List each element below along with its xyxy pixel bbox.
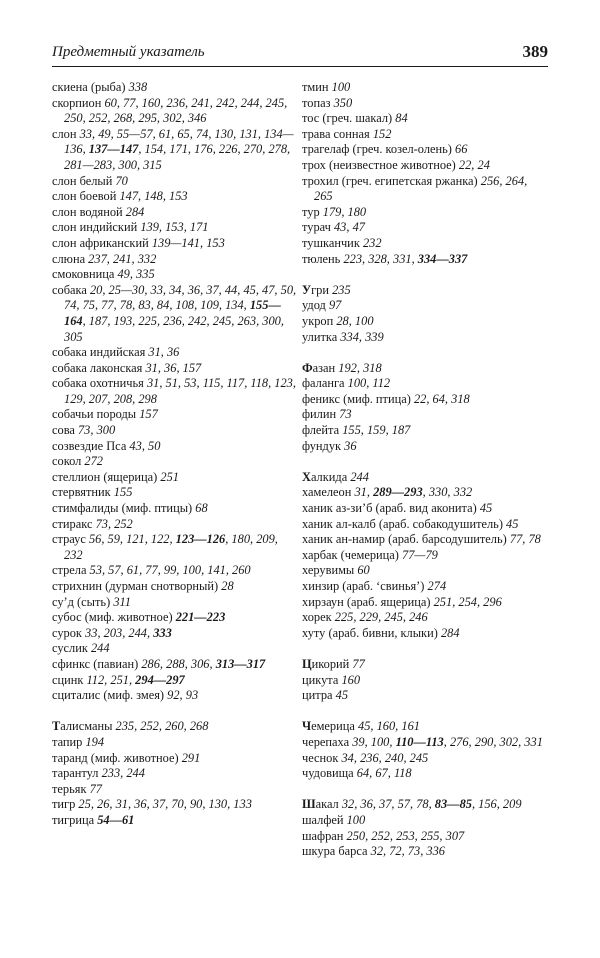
page-refs: 70 xyxy=(115,173,128,188)
index-term: тигрица xyxy=(52,812,98,827)
index-entry xyxy=(302,548,548,564)
header-rule xyxy=(52,66,548,67)
page-refs: 32, 36, 37, 57, 78, xyxy=(341,797,435,812)
index-term: трава сонная xyxy=(302,126,373,141)
index-term: хорек xyxy=(302,610,335,625)
page-refs: , 187, 193, 225, 236, 242, 245, 263, 300, 305 xyxy=(64,313,284,344)
page-refs: 53, 57, 61, 77, 99, 100, 141, 260 xyxy=(89,563,251,578)
index-entry xyxy=(52,267,298,283)
index-term: собака охотничья xyxy=(52,376,147,391)
index-entry xyxy=(302,392,548,408)
page-refs: 311 xyxy=(113,594,131,609)
index-entry xyxy=(52,252,298,268)
index-term: шалфей xyxy=(302,812,347,827)
index-term: слон белый xyxy=(52,173,116,188)
index-entry xyxy=(52,688,298,704)
index-entry xyxy=(302,376,548,392)
index-entry xyxy=(52,454,298,470)
page-ref-main: 221—223 xyxy=(175,610,226,625)
index-entry xyxy=(302,236,548,252)
page-refs: 160 xyxy=(341,672,361,687)
page-refs: 84 xyxy=(395,111,408,126)
index-term: турач xyxy=(302,220,334,235)
index-term: стрихнин (дурман снотворный) xyxy=(52,579,222,593)
page-refs: 250, 252, 253, 255, 307 xyxy=(346,828,465,843)
index-entry xyxy=(302,626,548,642)
page-refs: 49, 335 xyxy=(117,267,155,282)
page-refs: 31, xyxy=(354,485,374,500)
page-refs: 157 xyxy=(139,407,158,422)
page-refs: 237, 241, 332 xyxy=(88,251,157,266)
page-refs: 45 xyxy=(479,501,493,516)
page-ref-main: 110—113 xyxy=(395,734,444,749)
page-refs: 28 xyxy=(221,579,234,593)
index-term: хамелеон xyxy=(302,485,355,500)
index-entry xyxy=(52,439,298,455)
page-refs: 68 xyxy=(195,501,208,516)
index-entry xyxy=(302,423,548,439)
index-term: херувимы xyxy=(302,563,358,578)
page-refs: 233, 244 xyxy=(101,766,145,781)
index-entry xyxy=(52,283,298,345)
page-refs: 22, 64, 318 xyxy=(413,391,470,406)
index-entry xyxy=(302,532,548,548)
index-term: хинзир (араб. ‘свинья’) xyxy=(302,579,428,593)
index-term: акал xyxy=(315,797,342,812)
index-term: су’д (сыть) xyxy=(52,594,114,609)
page-refs: 92, 93 xyxy=(167,688,199,703)
index-entry xyxy=(302,174,548,205)
index-entry xyxy=(52,96,298,127)
page-refs: 235, 252, 260, 268 xyxy=(115,719,209,734)
section-initial: У xyxy=(302,282,312,297)
index-entry xyxy=(52,407,298,423)
index-entry xyxy=(52,673,298,689)
index-entry xyxy=(302,111,548,127)
index-term: созвездие Пса xyxy=(52,438,130,453)
index-term: хуту (араб. бивни, клыки) xyxy=(302,625,441,640)
index-term: таранд (миф. животное) xyxy=(52,750,182,765)
index-term: стиракс xyxy=(52,516,96,531)
index-term: емерица xyxy=(311,719,358,734)
index-entry xyxy=(52,719,298,735)
index-term: флейта xyxy=(302,423,343,438)
page-refs: 66 xyxy=(455,142,468,157)
index-term: собака индийская xyxy=(52,345,149,360)
index-term: тос (греч. шакал) xyxy=(302,111,396,126)
page-ref-main: 294—297 xyxy=(135,672,185,687)
index-entry xyxy=(302,563,548,579)
page-refs: 223, 328, 331, xyxy=(343,251,418,266)
index-entry xyxy=(52,470,298,486)
section-gap xyxy=(302,782,548,798)
index-term: слон боевой xyxy=(52,189,120,204)
page-refs: 77—79 xyxy=(402,547,438,562)
index-entry xyxy=(302,813,548,829)
index-term: тур xyxy=(302,204,323,219)
page-refs: 155, 159, 187 xyxy=(342,423,411,438)
index-term: сфинкс (павиан) xyxy=(52,656,142,671)
index-term: тмин xyxy=(302,80,332,94)
index-term: ханик ал-калб (араб. собакодушитель) xyxy=(302,516,507,531)
section-initial: Ш xyxy=(302,797,316,812)
running-title: Предметный указатель xyxy=(52,44,205,60)
index-term: стрела xyxy=(52,563,90,578)
index-entry xyxy=(302,298,548,314)
index-column-right xyxy=(302,80,548,860)
index-entry xyxy=(302,844,548,860)
index-term: тарантул xyxy=(52,766,102,781)
index-entry xyxy=(52,813,298,829)
index-term: сцинк xyxy=(52,672,87,687)
page-refs: 31, 51, 53, 115, 117, 118, 123, 129, 207, 208, 298 xyxy=(64,376,296,406)
page-refs: 60, 77, 160, 236, 241, 242, 244, 245, 250, 252, 268, 295, 302, 346 xyxy=(64,95,288,126)
page-refs: 33, 49, 55—57, 61, 65, 74, 130, 131, 134—136, xyxy=(64,126,294,157)
page-refs: , 276, 290, 302, 331 xyxy=(443,734,543,749)
page-refs: 284 xyxy=(125,204,145,219)
page-refs: 139—141, 153 xyxy=(151,235,225,250)
page-refs: 244 xyxy=(350,469,369,484)
index-column-left xyxy=(52,80,298,829)
index-term: шкура барса xyxy=(302,844,371,859)
index-entry xyxy=(52,127,298,174)
index-term: терьяк xyxy=(52,781,90,796)
page-refs: 45 xyxy=(506,516,519,531)
index-entry xyxy=(302,797,548,813)
index-entry xyxy=(302,142,548,158)
page-refs: 179, 180 xyxy=(322,204,367,219)
index-term: шафран xyxy=(302,828,347,843)
page-refs: 139, 153, 171 xyxy=(140,220,209,235)
index-term: азан xyxy=(312,360,339,375)
index-term: харбак (чемерица) xyxy=(302,547,403,562)
index-entry xyxy=(302,657,548,673)
page-refs: 251, 254, 296 xyxy=(433,594,502,609)
index-term: алкида xyxy=(310,469,351,484)
page-refs: 31, 36 xyxy=(148,345,180,360)
index-entry xyxy=(302,766,548,782)
section-gap xyxy=(302,267,548,283)
index-entry xyxy=(52,205,298,221)
page-refs: , 156, 209 xyxy=(471,797,522,812)
index-term: стеллион (ящерица) xyxy=(52,469,161,484)
index-term: чудовища xyxy=(302,766,357,781)
index-entry xyxy=(52,174,298,190)
page-refs: 286, 288, 306, xyxy=(141,656,216,671)
index-entry xyxy=(52,657,298,673)
index-term: стервятник xyxy=(52,485,114,500)
index-term: субос (миф. животное) xyxy=(52,610,176,625)
index-term: слон xyxy=(52,126,80,141)
index-entry xyxy=(302,407,548,423)
page-refs: 100 xyxy=(346,812,366,827)
index-entry xyxy=(52,376,298,407)
page-ref-main: 334—337 xyxy=(417,251,468,266)
page-refs: 194 xyxy=(85,734,105,749)
index-entry xyxy=(52,766,298,782)
index-entry xyxy=(302,80,548,96)
index-entry xyxy=(302,735,548,751)
page-refs: 274 xyxy=(427,579,447,593)
index-entry xyxy=(52,189,298,205)
index-term: ханик аз-зи’б (араб. вид аконита) xyxy=(302,501,480,516)
page-refs: 73, 252 xyxy=(95,516,133,531)
section-gap xyxy=(52,704,298,720)
page-ref-main: 155—164 xyxy=(64,298,281,328)
index-entry xyxy=(52,641,298,657)
index-term: сокол xyxy=(52,454,85,469)
page-refs: 45 xyxy=(335,688,349,703)
index-entry xyxy=(52,782,298,798)
index-entry xyxy=(52,236,298,252)
page-refs: 244 xyxy=(90,641,110,656)
index-entry xyxy=(302,719,548,735)
page-refs: , 154, 171, 176, 226, 270, 278, 281—283, 300, 315 xyxy=(64,142,291,172)
index-term: тушканчик xyxy=(302,235,363,250)
page-refs: 43, 47 xyxy=(333,220,365,235)
index-entry xyxy=(52,626,298,642)
index-entry xyxy=(302,485,548,501)
index-term: слон водяной xyxy=(52,204,126,219)
index-entry xyxy=(52,595,298,611)
index-entry xyxy=(302,610,548,626)
index-term: скиена (рыба) xyxy=(52,80,129,94)
index-entry xyxy=(302,127,548,143)
index-entry xyxy=(52,345,298,361)
index-entry xyxy=(302,314,548,330)
index-term: суслик xyxy=(52,641,91,656)
section-initial: Х xyxy=(302,469,311,484)
index-entry xyxy=(302,330,548,346)
index-term: собака лаконская xyxy=(52,360,146,375)
index-entry xyxy=(302,252,548,268)
index-entry xyxy=(52,80,298,96)
index-term: собака xyxy=(52,282,90,297)
index-term: тюлень xyxy=(302,251,344,266)
page-refs: 112, 251, xyxy=(86,672,136,687)
page-refs: 291 xyxy=(181,750,201,765)
page-refs: 152 xyxy=(372,126,392,141)
page-refs: 64, 67, 118 xyxy=(356,766,412,781)
section-initial: Т xyxy=(52,719,61,734)
page-refs: 56, 59, 121, 122, xyxy=(88,532,176,547)
index-entry xyxy=(302,361,548,377)
section-gap xyxy=(302,704,548,720)
page-refs: 60 xyxy=(357,563,370,578)
page-refs: 284 xyxy=(440,625,460,640)
index-entry xyxy=(302,439,548,455)
index-term: трагелаф (греч. козел-олень) xyxy=(302,142,456,157)
index-term: трох (неизвестное животное) xyxy=(302,157,459,172)
page-refs: 77, 78 xyxy=(509,532,541,547)
index-term: фундук xyxy=(302,438,345,453)
index-term: феникс (миф. птица) xyxy=(302,391,414,406)
index-term: цитра xyxy=(302,688,336,703)
page-ref-main: 313—317 xyxy=(215,656,266,671)
index-term: сова xyxy=(52,423,78,438)
index-term: укроп xyxy=(302,313,337,328)
page-refs: 155 xyxy=(113,485,133,500)
index-term: гри xyxy=(311,282,333,297)
index-entry xyxy=(52,517,298,533)
page-ref-main: 54—61 xyxy=(97,812,135,827)
section-gap xyxy=(302,641,548,657)
page-refs: , 330, 332 xyxy=(422,485,473,500)
index-entry xyxy=(52,423,298,439)
page-refs: 20, 25—30, 33, 34, 36, 37, 44, 45, 47, 50, 74, 75, 77, 78, 83, 84, 108, 109, 134, xyxy=(64,282,297,313)
page-refs: 350 xyxy=(333,95,353,110)
index-entry xyxy=(302,751,548,767)
index-entry xyxy=(302,220,548,236)
page-refs: 31, 36, 157 xyxy=(145,360,202,375)
index-entry xyxy=(302,283,548,299)
index-entry xyxy=(302,517,548,533)
page-refs: 43, 50 xyxy=(129,438,161,453)
index-term: трохил (греч. египетская ржанка) xyxy=(302,173,481,188)
index-term: собачьи породы xyxy=(52,407,140,422)
page-refs: 192, 318 xyxy=(338,360,382,375)
page-refs: 235 xyxy=(332,282,351,297)
page-refs: 32, 72, 73, 336 xyxy=(370,844,445,859)
section-gap xyxy=(302,454,548,470)
index-entry xyxy=(52,797,298,813)
index-term: топаз xyxy=(302,95,334,110)
index-entry xyxy=(302,673,548,689)
index-entry xyxy=(52,501,298,517)
index-entry xyxy=(302,829,548,845)
page-refs: 251 xyxy=(160,469,179,484)
index-entry xyxy=(52,610,298,626)
index-entry xyxy=(52,751,298,767)
index-term: филин xyxy=(302,407,340,422)
index-entry xyxy=(52,220,298,236)
section-initial: Ф xyxy=(302,360,313,375)
page-refs: 232 xyxy=(362,235,382,250)
index-term: сурок xyxy=(52,625,86,640)
page-refs: 34, 236, 240, 245 xyxy=(341,750,429,765)
index-entry xyxy=(52,579,298,595)
index-entry xyxy=(52,563,298,579)
page-refs: 22, 24 xyxy=(458,157,490,172)
index-entry xyxy=(302,205,548,221)
page-ref-main: 137—147 xyxy=(88,142,139,157)
index-term: стимфалиды (миф. птицы) xyxy=(52,501,196,516)
page-refs: 77 xyxy=(352,656,365,671)
page-refs: 28, 100 xyxy=(336,313,374,328)
page-refs: 147, 148, 153 xyxy=(119,189,188,204)
index-term: удод xyxy=(302,298,329,313)
page-refs: 39, 100, xyxy=(352,734,396,749)
index-term: цикута xyxy=(302,672,342,687)
section-gap xyxy=(302,345,548,361)
page-refs: 45, 160, 161 xyxy=(358,719,420,734)
page-refs: 100, 112 xyxy=(347,376,391,391)
index-entry xyxy=(302,158,548,174)
page-ref-main: 123—126 xyxy=(175,532,226,547)
page-refs: 100 xyxy=(331,80,351,94)
index-entry xyxy=(302,501,548,517)
page-refs: 73 xyxy=(339,407,352,422)
page-refs: 97 xyxy=(328,298,342,313)
page-refs: 334, 339 xyxy=(340,329,384,344)
index-entry xyxy=(302,470,548,486)
page-ref-main: 333 xyxy=(153,625,172,640)
index-term: слон индийский xyxy=(52,220,141,235)
index-term: алисманы xyxy=(60,719,116,734)
page-refs: , 180, 209, 232 xyxy=(64,532,278,562)
index-term: сциталис (миф. змея) xyxy=(52,688,168,703)
index-entry xyxy=(302,96,548,112)
page-refs: 33, 203, 244, xyxy=(85,625,154,640)
index-term: фаланга xyxy=(302,376,348,391)
index-term: черепаха xyxy=(302,734,353,749)
index-entry xyxy=(302,595,548,611)
index-entry xyxy=(52,361,298,377)
index-term: хирзаун (араб. ящерица) xyxy=(302,594,434,609)
index-term: улитка xyxy=(302,329,341,344)
index-entry xyxy=(52,735,298,751)
page-refs: 25, 26, 31, 36, 37, 70, 90, 130, 133 xyxy=(78,797,252,812)
index-term: скорпион xyxy=(52,95,105,110)
page-number: 389 xyxy=(522,42,548,61)
index-entry xyxy=(52,532,298,563)
section-initial: Ц xyxy=(302,656,312,671)
index-term: икорий xyxy=(311,656,353,671)
index-term: тигр xyxy=(52,797,79,812)
index-entry xyxy=(302,688,548,704)
page-ref-main: 289—293 xyxy=(373,485,423,500)
index-term: смоковница xyxy=(52,267,118,282)
index-term: слюна xyxy=(52,251,89,266)
index-term: тапир xyxy=(52,734,86,749)
page-refs: 338 xyxy=(128,80,148,94)
page-refs: 77 xyxy=(89,781,102,796)
page-ref-main: 83—85 xyxy=(434,797,472,812)
index-term: чеснок xyxy=(302,750,342,765)
index-term: ханик ан-намир (араб. барсодушитель) xyxy=(302,532,510,547)
page-refs: 225, 229, 245, 246 xyxy=(334,610,428,625)
page-refs: 36 xyxy=(344,438,357,453)
page-refs: 272 xyxy=(84,454,103,469)
running-header xyxy=(52,44,548,66)
index-term: слон африканский xyxy=(52,235,152,250)
index-term: страус xyxy=(52,532,89,547)
index-entry xyxy=(52,485,298,501)
page-refs: 256, 264, 265 xyxy=(314,173,528,204)
section-initial: Ч xyxy=(302,719,312,734)
page-refs: 73, 300 xyxy=(77,423,116,438)
index-entry xyxy=(302,579,548,595)
